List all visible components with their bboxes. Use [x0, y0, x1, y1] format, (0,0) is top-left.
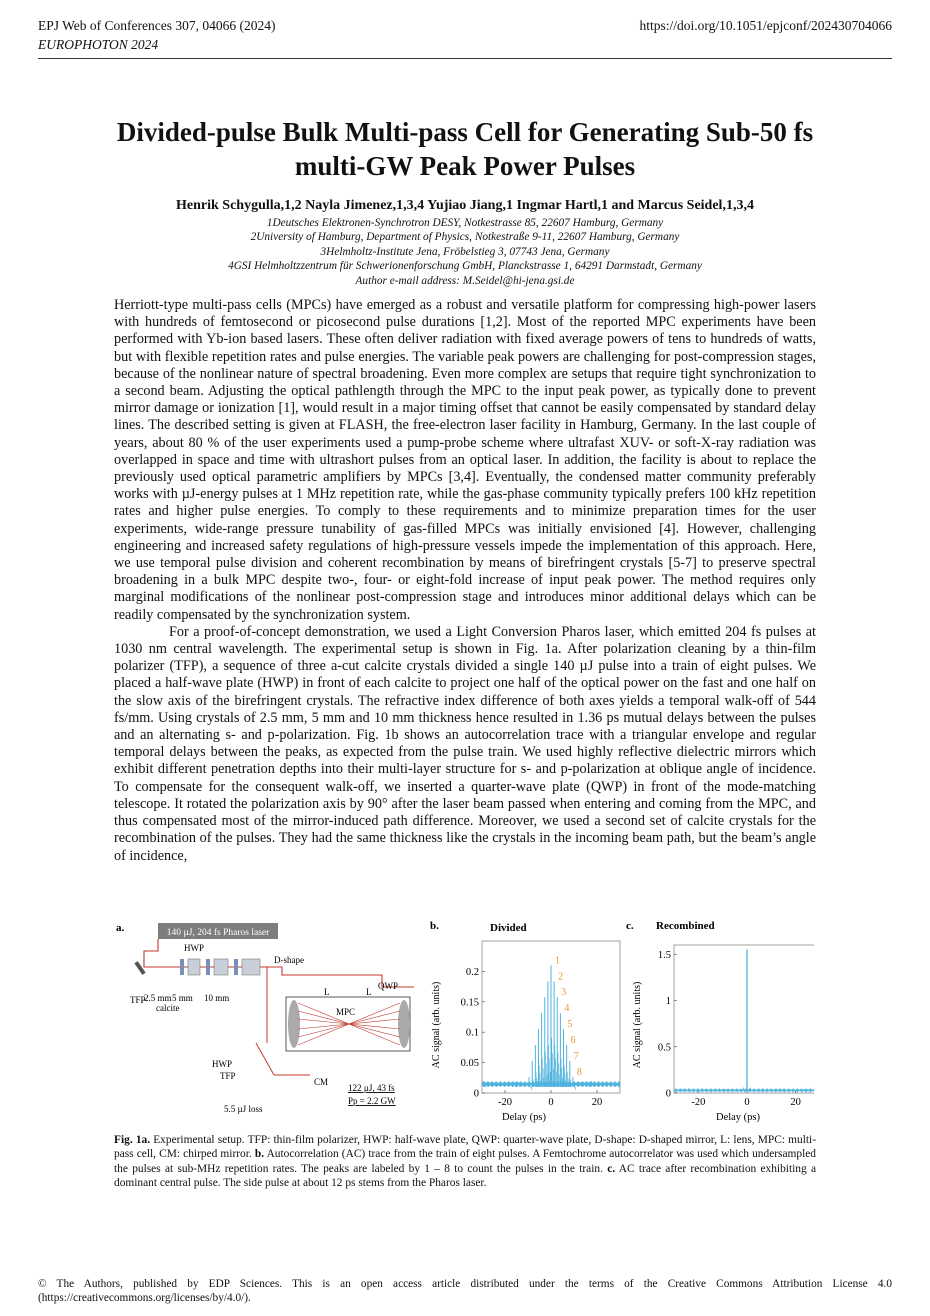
affiliation-2: 2University of Hamburg, Department of Physics, Notkestraße 9-11, 22607 Hamburg, Germany — [250, 231, 680, 244]
journal-ref: EPJ Web of Conferences 307, 04066 (2024) — [38, 18, 276, 33]
caption-label-b: b. — [254, 1148, 265, 1161]
tfp-bottom-label: TFP — [220, 1071, 236, 1081]
y-tick-label: 0.2 — [465, 966, 479, 978]
affiliation-4: 4GSI Helmholtzzentrum für Schwerionenforschung GmbH, Planckstrasse 1, 64291 Darmstadt, Germany — [228, 260, 702, 273]
panel-c-ylabel: AC signal (arb. units) — [632, 981, 643, 1069]
hwp-bottom-label: HWP — [212, 1059, 232, 1069]
output-beam — [256, 1043, 274, 1075]
x-tick-label: 0 — [548, 1097, 554, 1108]
y-tick-label: 1 — [665, 996, 671, 1007]
cm-label: CM — [314, 1077, 329, 1087]
panel-b-ylabel: AC signal (arb. units) — [431, 981, 442, 1069]
peak-annotation: 1 — [555, 955, 560, 967]
paper-title: Divided-pulse Bulk Multi-pass Cell for Generating Sub-50 fs multi-GW Peak Power Pulses — [116, 117, 814, 181]
x-tick-label: 20 — [591, 1097, 603, 1108]
panel-b-xlabel: Delay (ps) — [501, 1112, 547, 1123]
output-power: Pp = 2.2 GW — [348, 1096, 396, 1106]
crystal-label-2: 5 mm — [172, 993, 193, 1003]
y-tick-label: 0.15 — [460, 997, 479, 1009]
crystal-label-3: 10 mm — [204, 993, 230, 1003]
panel-c-label: c. — [626, 920, 634, 932]
mpc-label: MPC — [336, 1007, 356, 1017]
y-tick-label: 1.5 — [657, 949, 671, 961]
affiliation-3: 3Helmholtz-Institute Jena, Fröbelstieg 3, 07743 Jena, Germany — [320, 245, 610, 258]
panel-c-chart — [626, 920, 814, 1123]
tfp-left-label: TFP — [130, 995, 146, 1005]
panel-a-setup — [116, 922, 414, 1114]
panel-b-title: Divided — [490, 922, 527, 934]
peak-annotation: 6 — [570, 1035, 576, 1047]
peak-annotation: 4 — [564, 1003, 570, 1015]
output-energy: 122 µJ, 43 fs — [348, 1083, 395, 1093]
figure-caption — [114, 1133, 816, 1191]
caption-text-b: Autocorrelation (AC) trace from the train of eight pulses. A Femtochrome autocorrelator was used which undersampled the pulses at sub-MHz repetition rates. The peaks are labeled by 1 – 8 to count the pulses in the train. — [114, 1148, 816, 1175]
conference-name: EUROPHOTON 2024 — [38, 37, 159, 52]
paragraph-1: Herriott-type multi-pass cells (MPCs) have emerged as a robust and versatile platform for compressing high-power lasers with hundreds of femtosecond or picosecond pulse durations [1,2]. Most of the reported MPC experiments have been performed with Yb-ion based lasers. These often deliver radiation with fixed average powers of tens to hundreds of watts, but with flexible repetition rates and pulse energies. The variable peak powers are challenging for post-compression stages, because of the nonlinear nature of spectral broadening. Even more complex are setups that require tight synchronization to a second beam. Adjusting the optical pathlength through the MPC to the input peak power, as typically done to prevent mirror damage or ionization [1], would result in a major timing offset that cannot be easily compensated by standard delay lines. The described setting is given at FLASH, the free-electron laser facility in Hamburg, Germany. In the last couple of years, about 80 % of the user experiments used a pump-probe scheme where ultrafast XUV- or soft-X-ray radiation was overlapped in space and time with ultrashort pulses from an optical laser. In addition, the facility is about to replace the previously used optical parametric amplifiers by MPCs [3,4]. Eventually, the condensed matter community preferably works with µJ-energy pulses at 1 MHz repetition rate, while the gas-phase community typically prefers 100 kHz repetition rates and higher pulse energies. To comply to these requirements and to minimize preparation times for the user experiments, wide-range pressure tunability of gas-filled MPCs was initially envisioned [4]. However, challenging engineering and increased safety regulations of high-pressure vessels impede the implementation of this approach. Here, we use temporal pulse division and coherent recombination by means of birefringent crystals [5-7] to preserve spectral broadening in a bulk MPC despite two-, four- or eight-fold increase of input peak power. The method requires only marginal modifications of the nonlinear post-compression stage and introduces minor additional delays which can be readily compensated by the synchronization system. — [114, 297, 816, 623]
figure-1 — [114, 915, 814, 1125]
mpc-cell — [286, 997, 410, 1051]
paragraph-2: For a proof-of-concept demonstration, we used a Light Conversion Pharos laser, which emitted 204 fs pulses at 1030 nm central wavelength. The experimental setup is shown in Fig. 1a. After polarization cleaning by a thin-film polarizer (TFP), a sequence of three a-cut calcite crystals divided a single 140 µJ pulse into a train of eight pulses. We placed a half-wave plate (HWP) in front of each calcite to project one half of the optical power on the fast and one half on the slow axis of the birefringent crystals. The refractive index difference of both axes yields a temporal walk-off of 544 fs/mm. Using crystals of 2.5 mm, 5 mm and 10 mm thickness hence resulted in 1.36 ps mutual delays between the pulses and an alternating s- and p-polarization. Fig. 1b shows an autocorrelation trace with a triangular envelope and regular temporal delays between the peaks, as expected from the pulse train. We used highly reflective dielectric mirrors which exhibit different penetration depths into their multi-layer structure for s- and p-polarization at oblique angle of incidence. To compensate for the consequent walk-off, we inserted a quarter-wave plate (QWP) in front of the mode-matching telescope. It rotated the polarization axis by 90° after the laser beam passed when entering and coming from the MPC, and thus compensated most of the mirror-induced path difference. Moreover, we used a second set of calcite crystals for the recombination of the pulses. They had the same thickness like the crystals in the incoming beam path, but the beam’s angle of incidence, — [114, 623, 816, 864]
lens-label-2: L — [366, 987, 372, 997]
peak-annotation: 3 — [561, 987, 567, 999]
loss-label: 5.5 µJ loss — [224, 1104, 263, 1114]
peak-annotation: 5 — [567, 1019, 573, 1031]
peak-annotation: 2 — [558, 971, 564, 983]
caption-text-c: AC trace after recombination exhibiting a dominant central pulse. The side pulse at about 12 ps stems from the Pharos laser. — [114, 1162, 817, 1190]
peak-annotation: 8 — [576, 1067, 582, 1079]
baseline-trace — [674, 1090, 814, 1092]
panel-a-label: a. — [116, 922, 125, 934]
x-tick-label: -20 — [691, 1097, 706, 1108]
affiliations — [60, 216, 870, 288]
body-text — [114, 297, 816, 865]
header-rule — [38, 58, 892, 59]
y-tick-label: 0.1 — [465, 1027, 479, 1039]
panel-c-xlabel: Delay (ps) — [715, 1112, 761, 1123]
y-tick-label: 0 — [665, 1088, 671, 1100]
x-tick-label: -20 — [498, 1097, 512, 1108]
hwp-top-label: HWP — [184, 943, 204, 953]
chart-c-plot — [658, 945, 814, 1108]
laser-box-label: 140 µJ, 204 fs Pharos laser — [166, 928, 270, 938]
caption-label-a: Fig. 1a. — [114, 1134, 151, 1146]
doi-link[interactable]: https://doi.org/10.1051/epjconf/202430704066 — [639, 18, 892, 33]
x-tick-label: 20 — [790, 1097, 801, 1108]
panel-b-chart — [430, 920, 620, 1123]
author-email: Author e-mail address: M.Seidel@hi-jena.gsi.de — [355, 274, 575, 287]
y-tick-label: 0 — [473, 1088, 479, 1100]
license-footer: © The Authors, published by EDP Sciences. This is an open access article distributed under the terms of the Creative Commons Attribution License 4.0 (https://creativecommons.org/licenses/by/4.0/). — [38, 1278, 892, 1304]
qwp-label: QWP — [378, 981, 398, 991]
panel-b-label: b. — [430, 920, 439, 932]
plot-frame — [674, 945, 814, 1093]
y-tick-label: 0.5 — [657, 1042, 671, 1054]
caption-text-a: Experimental setup. TFP: thin-film polarizer, HWP: half-wave plate, QWP: quarter-wave plate, D-shape: D-shaped mirror, L: lens, MPC: multi-pass cell, CM: chirped mirror. — [114, 1134, 816, 1161]
author-list: Henrik Schygulla,1,2 Nayla Jimenez,1,3,4 Yujiao Jiang,1 Ingmar Hartl,1 and Marcus Seidel,1,3,4 — [176, 198, 754, 213]
hwp-calcite-train — [180, 959, 260, 975]
caption-label-c: c. — [607, 1162, 616, 1175]
x-tick-label: 0 — [744, 1097, 750, 1108]
page-header — [38, 18, 892, 53]
affiliation-1: 1Deutsches Elektronen-Synchrotron DESY, Notkestrasse 85, 22607 Hamburg, Germany — [266, 217, 664, 229]
crystal-label-1: 2.5 mm — [144, 993, 172, 1003]
panel-c-title: Recombined — [656, 920, 715, 932]
peak-annotation: 7 — [573, 1051, 579, 1063]
y-tick-label: 0.05 — [460, 1058, 479, 1070]
calcite-label: calcite — [156, 1003, 180, 1013]
dshape-label: D-shape — [274, 955, 304, 965]
lens-label-1: L — [324, 987, 330, 997]
chart-b-plot — [461, 941, 620, 1108]
